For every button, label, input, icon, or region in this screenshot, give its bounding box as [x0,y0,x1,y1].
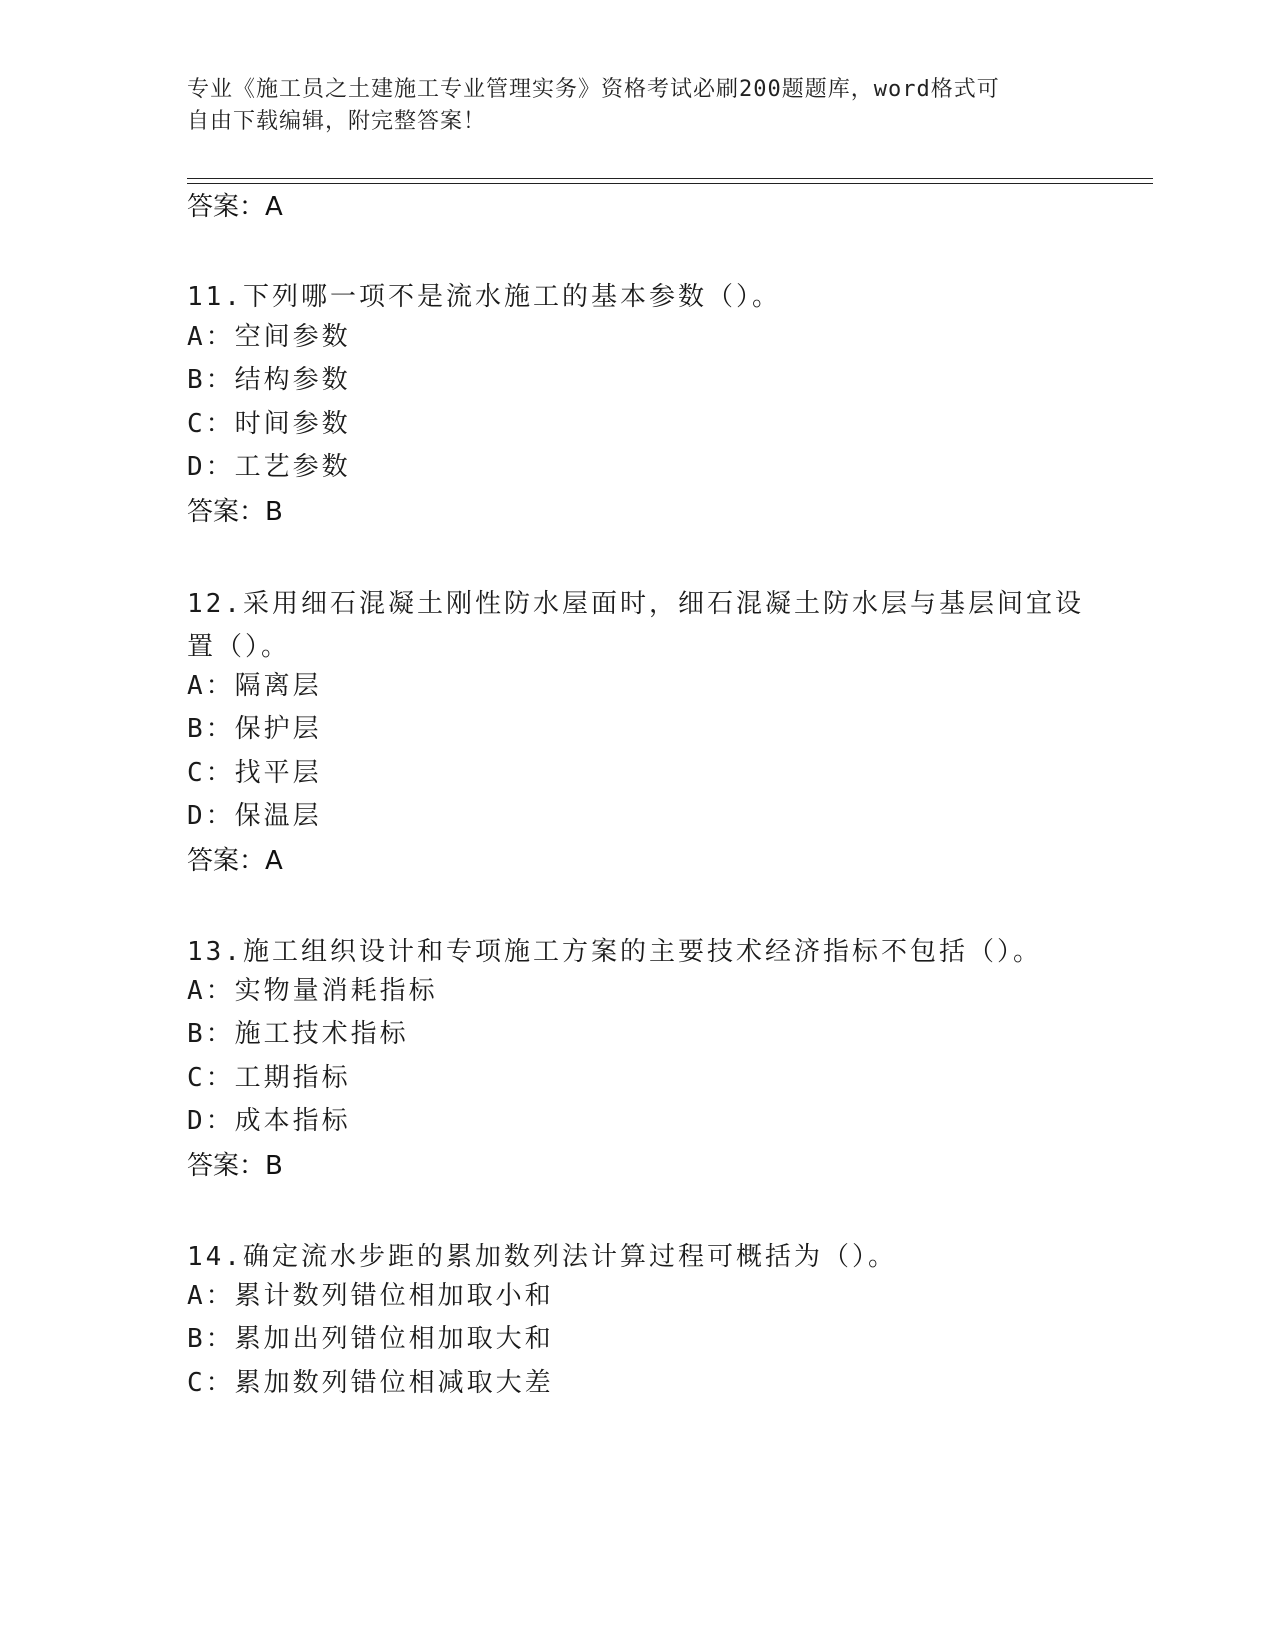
option-d: D：保温层 [187,801,322,831]
option-b: B：累加出列错位相加取大和 [187,1324,554,1354]
option-a: A：实物量消耗指标 [187,976,438,1006]
header-divider-bottom [187,183,1153,184]
option-c: C：工期指标 [187,1063,351,1093]
option-a: A：空间参数 [187,322,351,352]
option-a: A：隔离层 [187,671,322,701]
header-divider-top [187,178,1153,179]
option-c: C：时间参数 [187,409,351,439]
question-text: 12.采用细石混凝土刚性防水屋面时，细石混凝土防水层与基层间宜设 [187,589,1084,619]
answer-line: 答案：B [187,497,283,527]
option-d: D：成本指标 [187,1106,351,1136]
option-b: B：施工技术指标 [187,1019,409,1049]
option-c: C：找平层 [187,758,322,788]
question-text: 13.施工组织设计和专项施工方案的主要技术经济指标不包括（）。 [187,937,1042,967]
option-a: A：累计数列错位相加取小和 [187,1281,554,1311]
option-b: B：保护层 [187,714,322,744]
document-header [187,74,1087,138]
header-line-2: 自由下载编辑，附完整答案！ [187,109,487,134]
option-c: C：累加数列错位相减取大差 [187,1368,554,1398]
header-line-1: 专业《施工员之土建施工专业管理实务》资格考试必刷200题题库，word格式可 [187,77,1000,102]
answer-line: 答案：A [187,192,283,222]
option-b: B：结构参数 [187,365,351,395]
question-text: 14.确定流水步距的累加数列法计算过程可概括为（）。 [187,1242,897,1272]
question-text-continued: 置（）。 [187,632,291,662]
question-text: 11.下列哪一项不是流水施工的基本参数（）。 [187,282,781,312]
answer-line: 答案：A [187,846,283,876]
option-d: D：工艺参数 [187,452,351,482]
answer-line: 答案：B [187,1151,283,1181]
